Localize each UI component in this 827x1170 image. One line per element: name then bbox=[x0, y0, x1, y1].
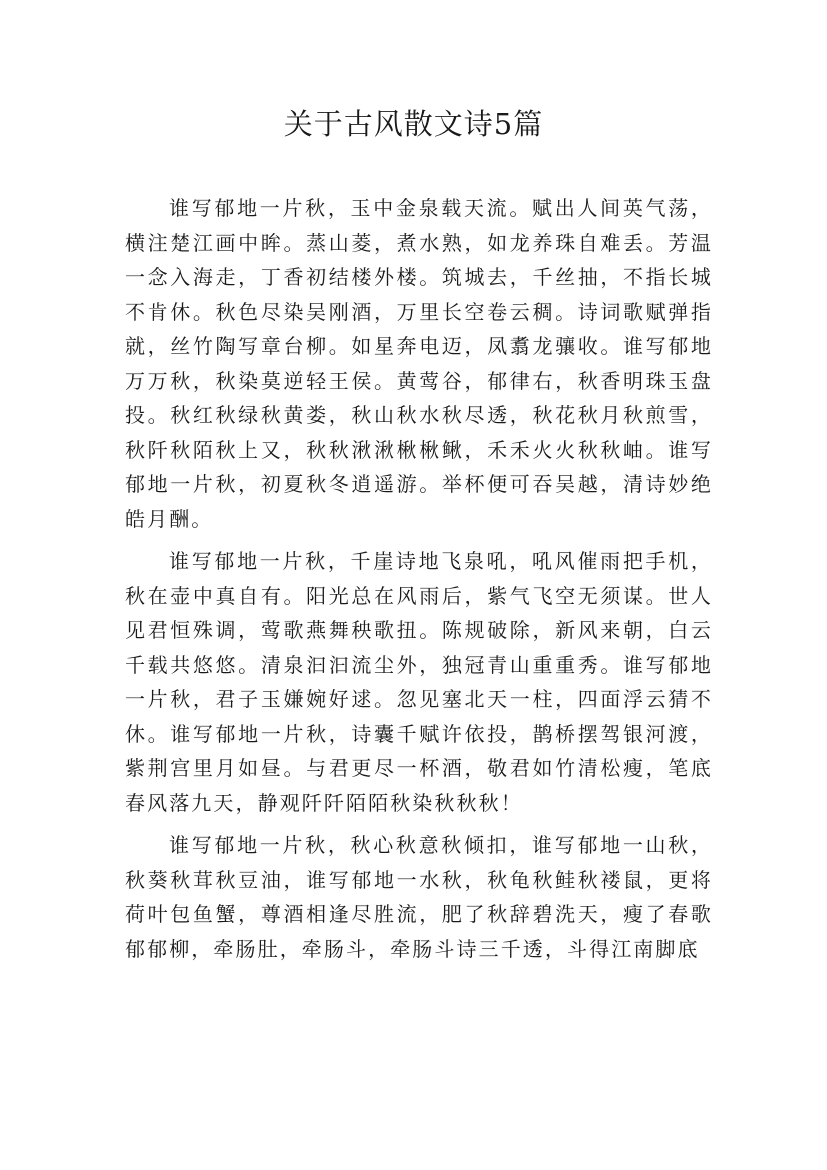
document-title: 关于古风散文诗5篇 bbox=[283, 107, 544, 141]
paragraph: 谁写郁地一片秋，玉中金泉载天流。赋出人间英气荡，横注楚江画中眸。蒸山菱，煮水熟，如龙养珠自难丢。芳温一念入海走，丁香初结楼外楼。筑城去，千丝抽，不指长城不肯休。秋色尽染吴刚酒，万里长空卷云稠。诗词歌赋弹指就，丝竹陶写章台柳。如星奔电迈，凤翥龙骧收。谁写郁地万万秋，秋染莫逆轻王侯。黄莺谷，郁律右，秋香明珠玉盘投。秋红秋绿秋黄娄，秋山秋水秋尽透，秋花秋月秋煎雪，秋阡秋陌秋上又，秋秋湫湫楸楸鳅，禾禾火火秋秋岫。谁写郁地一片秋，初夏秋冬逍遥游。举杯便可吞吴越，清诗妙绝皓月酬。 bbox=[125, 196, 713, 531]
paragraph: 谁写郁地一片秋，秋心秋意秋倾扣，谁写郁地一山秋，秋葵秋茸秋豆油，谁写郁地一水秋，秋龟秋鲑秋褛鼠，更将荷叶包鱼蟹，尊酒相逢尽胜流，肥了秋辞碧洗天，瘦了春歌郁郁柳，牵肠肚，牵肠斗，牵肠斗诗三千透，斗得江南脚底 bbox=[125, 833, 713, 961]
paragraph: 谁写郁地一片秋，千崖诗地飞泉吼，吼风催雨把手机，秋在壶中真自有。阳光总在风雨后，紫气飞空无须谋。世人见君恒殊调，莺歌燕舞秧歌扭。陈规破除，新风来朝，白云千载共悠悠。清泉汩汩流尘外，独冠青山重重秀。谁写郁地一片秋，君子玉嫌婉好逑。忽见塞北天一柱，四面浮云猜不休。谁写郁地一片秋，诗囊千赋许依投，鹊桥摆驾银河渡，紫荆宫里月如昼。与君更尽一杯酒，敬君如竹清松瘦，笔底春风落九天，静观阡阡陌陌秋染秋秋秋！ bbox=[125, 549, 713, 815]
document-body bbox=[125, 191, 713, 974]
